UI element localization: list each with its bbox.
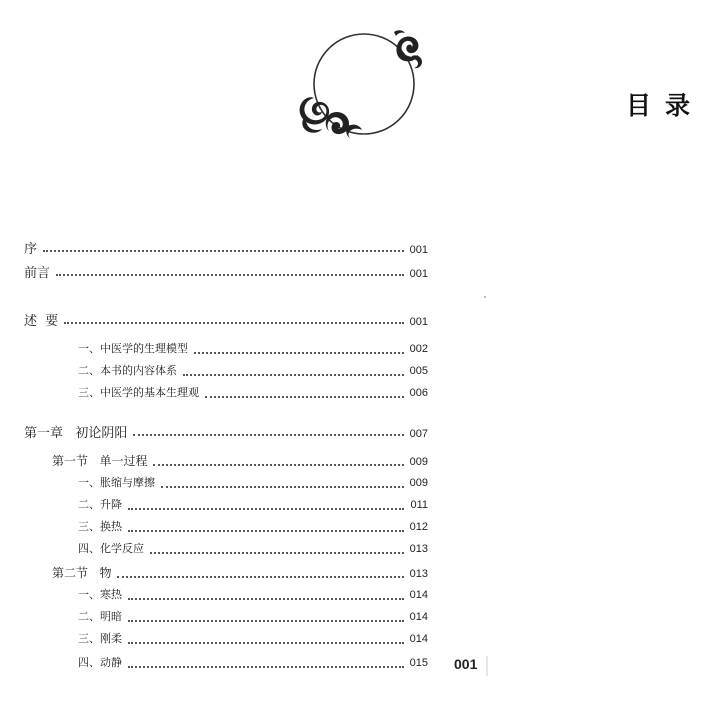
dot-leader [56,273,404,276]
toc-page-number: 014 [409,633,428,645]
toc-label: 述 要 [24,314,59,329]
dot-leader [117,575,403,578]
dot-leader [128,507,404,510]
toc-label: 一、胀缩与摩擦 [78,476,155,489]
toc-page-number: 012 [409,521,428,533]
toc-label: 三、中医学的基本生理观 [78,386,199,399]
toc-label: 三、刚柔 [78,632,122,645]
toc-label: 前言 [24,266,51,281]
toc-label: 四、动静 [78,656,122,669]
toc-entry-overview-3[interactable] [78,384,428,404]
toc-page-number: 009 [409,477,428,489]
toc-entry-overview-1[interactable] [78,340,428,360]
scan-edge-shadow [486,656,488,676]
toc-label: 三、换热 [78,520,122,533]
toc-entry-subsection[interactable] [78,496,428,516]
cloud-ornament-icon [296,26,432,142]
toc-entry-subsection[interactable] [78,518,428,538]
toc-entry-subsection[interactable] [78,540,428,560]
dot-leader [128,641,404,644]
toc-page-number: 013 [409,543,428,555]
dot-leader [128,597,404,600]
toc-label: 第一章 初论阴阳 [24,426,128,441]
toc-page-number: 007 [409,428,428,440]
toc-entry-section-1-1[interactable] [52,452,428,472]
toc-label: 二、本书的内容体系 [78,364,177,377]
toc-page-number: 006 [409,387,428,399]
dot-leader [64,321,403,324]
toc-label: 第一节 单一过程 [52,454,148,468]
dot-leader [43,249,404,252]
toc-page-number: 001 [409,244,428,256]
toc-page-number: 014 [409,611,428,623]
dot-leader [133,433,403,436]
toc-label: 一、中医学的生理模型 [78,342,188,355]
toc-entry-overview-2[interactable] [78,362,428,382]
toc-label: 四、化学反应 [78,542,144,555]
dot-leader [194,351,404,354]
toc-page-number: 013 [409,568,428,580]
dot-leader [183,373,404,376]
page-title: 目录 [626,91,704,120]
toc-entry-subsection[interactable] [78,608,428,628]
toc-entry-subsection[interactable] [78,654,428,674]
title-emblem [296,26,704,142]
toc-entry-foreword[interactable] [24,262,428,282]
dot-leader [161,485,404,488]
toc-page-number: 011 [410,499,428,511]
toc-label: 二、明暗 [78,610,122,623]
dot-leader [128,529,404,532]
toc-entry-chapter-1[interactable] [24,422,428,442]
toc-entry-subsection[interactable] [78,630,428,650]
dot-leader [128,665,404,668]
dot-leader [150,551,404,554]
toc-page-number: 005 [409,365,428,377]
toc-page-number: 014 [409,589,428,601]
scan-speck [484,296,486,298]
toc-entry-section-1-2[interactable] [52,564,428,584]
toc-page-number: 001 [409,268,428,280]
toc-page-number: 001 [409,316,428,328]
toc-entry-overview[interactable] [24,310,428,330]
toc-label: 序 [24,242,38,257]
toc-entry-subsection[interactable] [78,586,428,606]
toc-page-number: 015 [409,657,428,669]
toc-entry-preface[interactable] [24,238,428,258]
toc-entry-subsection[interactable] [78,474,428,494]
toc-label: 二、升降 [78,498,122,511]
dot-leader [205,395,404,398]
folio-page-number: 001 [454,656,478,672]
toc-label: 一、寒热 [78,588,122,601]
dot-leader [153,463,403,466]
toc-page-number: 009 [409,456,428,468]
dot-leader [128,619,404,622]
toc-label: 第二节 物 [52,566,112,580]
toc-page-number: 002 [409,343,428,355]
